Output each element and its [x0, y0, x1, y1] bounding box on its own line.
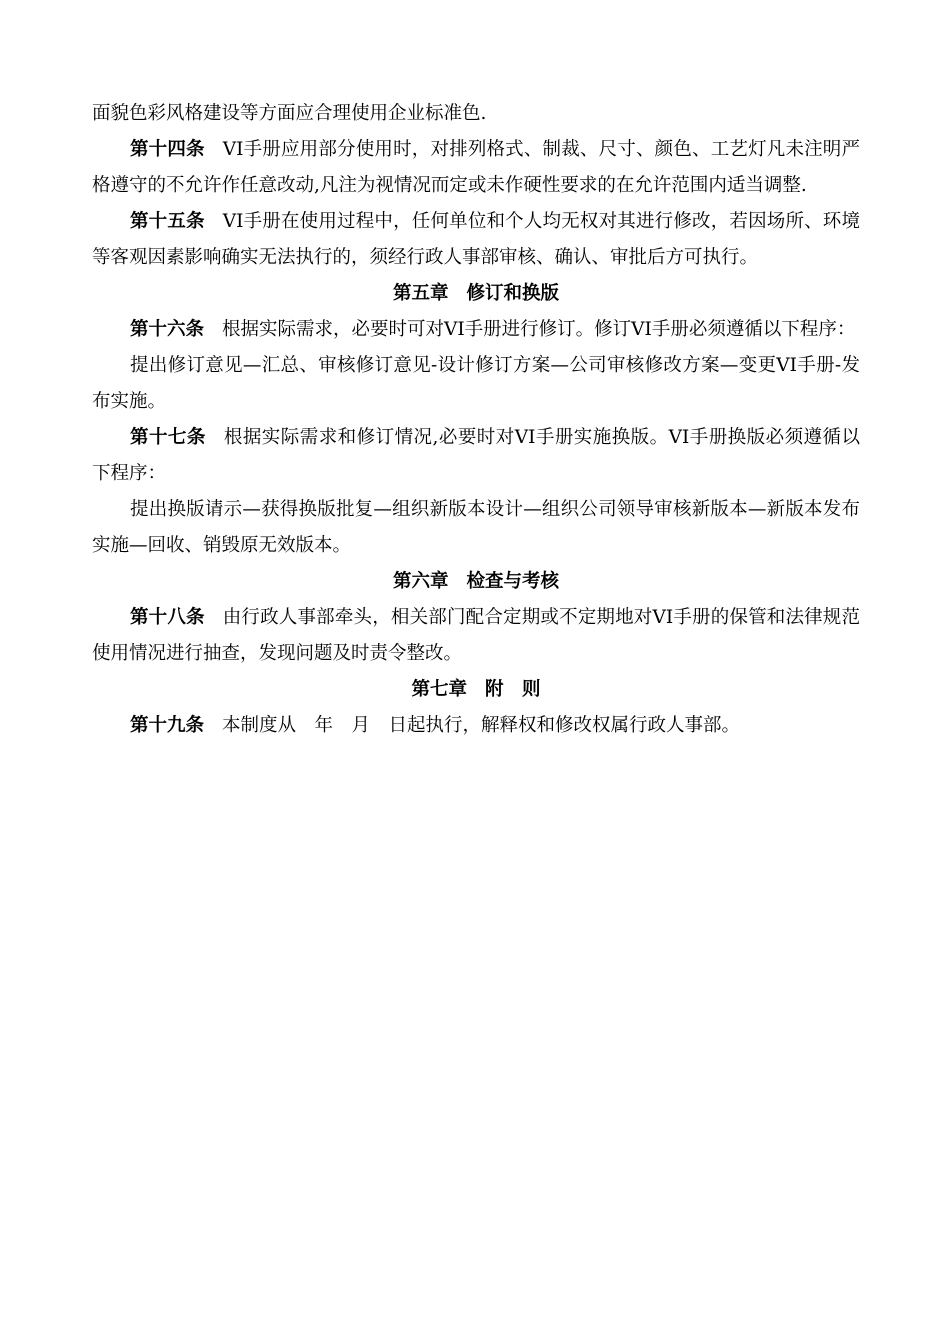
paragraph-continuation [92, 96, 860, 132]
chapter-number: 第六章 [392, 571, 449, 592]
article-text: 由行政人事部牵头，相关部门配合定期或不定期地对VI手册的保管和法律规范使用情况进行抽查，发现问题及时责令整改。 [92, 607, 860, 664]
article-label: 第十五条 [130, 211, 205, 232]
article-17-procedure [92, 492, 860, 564]
article-text: VI手册应用部分使用时，对排列格式、制裁、尺寸、颜色、工艺灯凡未注明严格遵守的不允许作任意改动,凡注为视情况而定或未作硬性要求的在允许范围内适当调整. [92, 139, 860, 196]
article-17 [92, 420, 860, 492]
article-15 [92, 204, 860, 276]
article-label: 第十八条 [130, 607, 205, 628]
chapter-title: 附 则 [485, 679, 541, 700]
article-label: 第十九条 [130, 715, 205, 736]
article-16-procedure [92, 348, 860, 420]
chapter-title: 检查与考核 [466, 571, 560, 592]
article-label: 第十七条 [130, 427, 206, 448]
procedure-text: 提出修订意见—汇总、审核修订意见-设计修订方案—公司审核修改方案—变更VI手册-发布实施。 [92, 355, 860, 412]
procedure-text: 提出换版请示—获得换版批复—组织新版本设计—组织公司领导审核新版本—新版本发布实施—回收、销毁原无效版本。 [92, 499, 860, 556]
article-label: 第十六条 [130, 319, 205, 340]
article-18 [92, 600, 860, 672]
article-text: VI手册在使用过程中，任何单位和个人均无权对其进行修改，若因场所、环境等客观因素影响确实无法执行的，须经行政人事部审核、确认、审批后方可执行。 [92, 211, 860, 268]
chapter-number: 第五章 [392, 283, 449, 304]
article-16 [92, 312, 860, 348]
document-page [92, 96, 860, 744]
article-text: 根据实际需求，必要时可对VI手册进行修订。修订VI手册必须遵循以下程序： [222, 319, 856, 340]
article-label: 第十四条 [130, 139, 205, 160]
article-text: 本制度从 年 月 日起执行，解释权和修改权属行政人事部。 [222, 715, 741, 736]
chapter-7-heading [92, 672, 860, 708]
chapter-5-heading [92, 276, 860, 312]
article-text: 根据实际需求和修订情况,必要时对VI手册实施换版。VI手册换版必须遵循以下程序： [92, 427, 860, 484]
chapter-number: 第七章 [411, 679, 467, 700]
chapter-title: 修订和换版 [466, 283, 560, 304]
article-14 [92, 132, 860, 204]
chapter-6-heading [92, 564, 860, 600]
paragraph-text: 面貌色彩风格建设等方面应合理使用企业标准色. [92, 103, 487, 124]
article-19 [92, 708, 860, 744]
